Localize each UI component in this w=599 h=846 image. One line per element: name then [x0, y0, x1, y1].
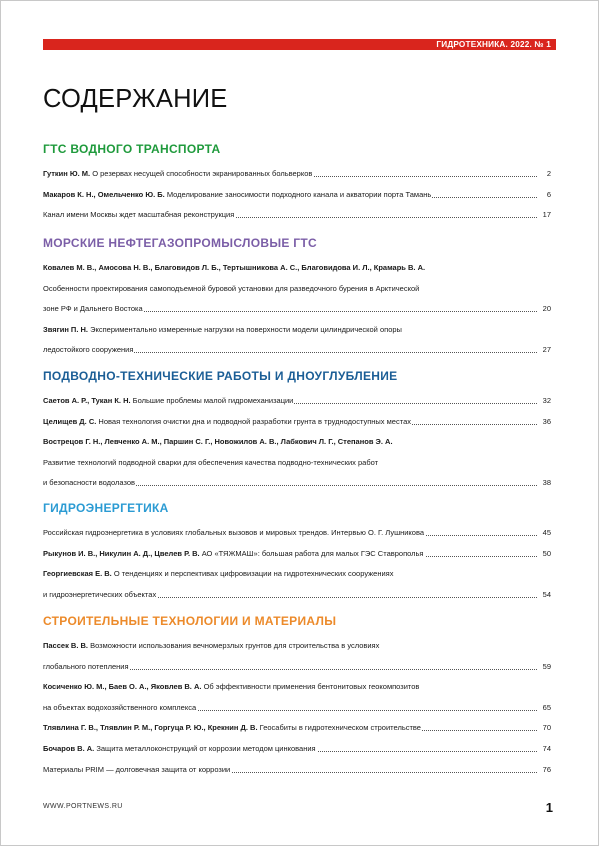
entry-title: АО «ТЯЖМАШ»: большая работа для малых ГЭС Ставрополья	[201, 549, 424, 558]
page-title: СОДЕРЖАНИЕ	[43, 85, 228, 113]
toc-entry-line[interactable]	[43, 189, 551, 201]
toc-entry-line[interactable]	[43, 743, 551, 755]
entry-page-number: 17	[542, 210, 551, 219]
entry-title: Экспериментально измеренные нагрузки на поверхности модели цилиндрической опоры	[90, 325, 402, 334]
entry-title: Моделирование заносимости подходного канала и акватории порта Тамань	[166, 190, 432, 199]
toc-entry-text	[43, 743, 317, 755]
toc-entry-text	[43, 702, 197, 714]
toc-entry-line[interactable]	[43, 661, 551, 673]
footer-website-link[interactable]: WWW.PORTNEWS.RU	[43, 803, 123, 810]
toc-entry-line[interactable]	[43, 168, 551, 180]
entry-page-number: 74	[542, 744, 551, 753]
toc-entry-text	[43, 527, 425, 539]
toc-entry-line[interactable]	[43, 702, 551, 714]
entry-authors: Звягин П. Н.	[43, 325, 88, 334]
entry-page-number: 36	[542, 417, 551, 426]
toc-entry-line[interactable]	[43, 283, 551, 295]
toc-entry-line[interactable]	[43, 436, 551, 448]
toc-entry-text	[43, 209, 235, 221]
toc-entry-line[interactable]	[43, 722, 551, 734]
toc-entry-line[interactable]	[43, 209, 551, 221]
entry-title: Российская гидроэнергетика в условиях глобальных вызовов и мировых трендов. Интервью О. Г. Лушникова	[43, 528, 425, 537]
entry-authors: Вострецов Г. Н., Левченко А. М., Паршин С. Г., Новожилов А. В., Лабкович Л. Г., Степанов Э. А.	[43, 437, 393, 446]
toc-entry-line[interactable]	[43, 548, 551, 560]
toc-entry-text	[43, 568, 394, 580]
toc-entry-text	[43, 457, 379, 469]
entry-title: Возможности использования вечномерзлых грунтов для строительства в условиях	[90, 641, 380, 650]
toc-entry-text	[43, 324, 403, 336]
entry-authors: Гуткин Ю. М.	[43, 169, 91, 178]
entry-page-number: 65	[542, 703, 551, 712]
section-title: МОРСКИЕ НЕФТЕГАЗОПРОМЫСЛОВЫЕ ГТС	[43, 236, 318, 250]
toc-entry-line[interactable]	[43, 416, 551, 428]
toc-entry-text	[43, 681, 420, 693]
entry-authors: Бочаров В. А.	[43, 744, 95, 753]
entry-page-number: 54	[542, 590, 551, 599]
entry-title: Защита металлоконструкций от коррозии методом цинкования	[96, 744, 316, 753]
toc-entry-text	[43, 416, 412, 428]
toc-entry-line[interactable]	[43, 477, 551, 489]
toc-entry-line[interactable]	[43, 262, 551, 274]
entry-title: ледостойкого сооружения	[43, 345, 134, 354]
toc-entry-text	[43, 722, 422, 734]
journal-issue-label: ГИДРОТЕХНИКА. 2022. № 1	[436, 40, 551, 49]
entry-authors: Целищев Д. С.	[43, 417, 97, 426]
section-title: ГТС ВОДНОГО ТРАНСПОРТА	[43, 142, 221, 156]
entry-title: Развитие технологий подводной сварки для обеспечения качества подводно-технических работ	[43, 458, 379, 467]
entry-title: зоне РФ и Дальнего Востока	[43, 304, 143, 313]
toc-entry-text	[43, 395, 294, 407]
entry-authors: Саетов А. Р., Тукан К. Н.	[43, 396, 131, 405]
toc-entry-text	[43, 661, 130, 673]
entry-authors: Георгиевская Е. В.	[43, 569, 112, 578]
entry-title: Об эффективности применения бентонитовых геокомпозитов	[203, 682, 420, 691]
toc-entry-line[interactable]	[43, 527, 551, 539]
entry-title: Большие проблемы малой гидромеханизации	[132, 396, 294, 405]
toc-entry-text	[43, 283, 420, 295]
entry-page-number: 32	[542, 396, 551, 405]
journal-header-bar	[43, 39, 556, 50]
toc-entry-text	[43, 262, 426, 274]
entry-title: на объектах водохозяйственного комплекса	[43, 703, 197, 712]
entry-authors: Тлявлина Г. В., Тлявлин Р. М., Горгуца Р. Ю., Крекнин Д. В.	[43, 723, 258, 732]
toc-entry-line[interactable]	[43, 568, 551, 580]
entry-page-number: 50	[542, 549, 551, 558]
toc-entry-line[interactable]	[43, 344, 551, 356]
section-title: СТРОИТЕЛЬНЫЕ ТЕХНОЛОГИИ И МАТЕРИАЛЫ	[43, 614, 337, 628]
toc-entry-line[interactable]	[43, 640, 551, 652]
toc-entry-text	[43, 189, 432, 201]
toc-entry-text	[43, 303, 144, 315]
entry-authors: Рыкунов И. В., Никулин А. Д., Цвелев Р. В.	[43, 549, 200, 558]
entry-authors: Пассек В. В.	[43, 641, 88, 650]
toc-entry-line[interactable]	[43, 457, 551, 469]
entry-page-number: 6	[546, 190, 551, 199]
footer-page-number: 1	[545, 800, 553, 815]
entry-page-number: 45	[542, 528, 551, 537]
entry-title: и безопасности водолазов	[43, 478, 136, 487]
toc-entry-text	[43, 168, 313, 180]
toc-entry-line[interactable]	[43, 589, 551, 601]
entry-page-number: 76	[542, 765, 551, 774]
toc-entry-line[interactable]	[43, 681, 551, 693]
entry-page-number: 20	[542, 304, 551, 313]
toc-entry-text	[43, 764, 231, 776]
entry-title: Материалы PRIM — долговечная защита от коррозии	[43, 765, 231, 774]
entry-title: Канал имени Москвы ждет масштабная реконструкция	[43, 210, 235, 219]
section-title: ГИДРОЭНЕРГЕТИКА	[43, 501, 169, 515]
toc-entry-line[interactable]	[43, 395, 551, 407]
toc-entry-text	[43, 436, 394, 448]
entry-title: Геосабиты в гидротехническом строительстве	[259, 723, 421, 732]
entry-authors: Косиченко Ю. М., Баев О. А., Яковлев В. А.	[43, 682, 202, 691]
entry-title: глобального потепления	[43, 662, 129, 671]
toc-entry-line[interactable]	[43, 303, 551, 315]
entry-title: Особенности проектирования самоподъемной буровой установки для разведочного бурения в Арктической	[43, 284, 420, 293]
toc-entry-text	[43, 548, 425, 560]
entry-page-number: 2	[546, 169, 551, 178]
entry-page-number: 27	[542, 345, 551, 354]
entry-authors: Ковалев М. В., Амосова Н. В., Благовидов Л. Б., Тертышникова А. С., Благовидова И. Л., Крамарь В. А.	[43, 263, 426, 272]
entry-authors: Макаров К. Н., Омельченко Ю. Б.	[43, 190, 165, 199]
entry-title: О резервах несущей способности экранированных больверков	[92, 169, 313, 178]
entry-title: О тенденциях и перспективах цифровизации на гидротехнических сооружениях	[113, 569, 394, 578]
entry-page-number: 59	[542, 662, 551, 671]
entry-page-number: 38	[542, 478, 551, 487]
toc-entry-text	[43, 589, 157, 601]
toc-entry-line[interactable]	[43, 324, 551, 336]
toc-entry-text	[43, 477, 136, 489]
toc-entry-text	[43, 344, 134, 356]
entry-page-number: 70	[542, 723, 551, 732]
toc-entry-line[interactable]	[43, 764, 551, 776]
section-title: ПОДВОДНО-ТЕХНИЧЕСКИЕ РАБОТЫ И ДНОУГЛУБЛЕНИЕ	[43, 369, 398, 383]
toc-entry-text	[43, 640, 380, 652]
entry-title: Новая технология очистки дна и подводной разработки грунта в труднодоступных местах	[98, 417, 411, 426]
entry-title: и гидроэнергетических объектах	[43, 590, 157, 599]
